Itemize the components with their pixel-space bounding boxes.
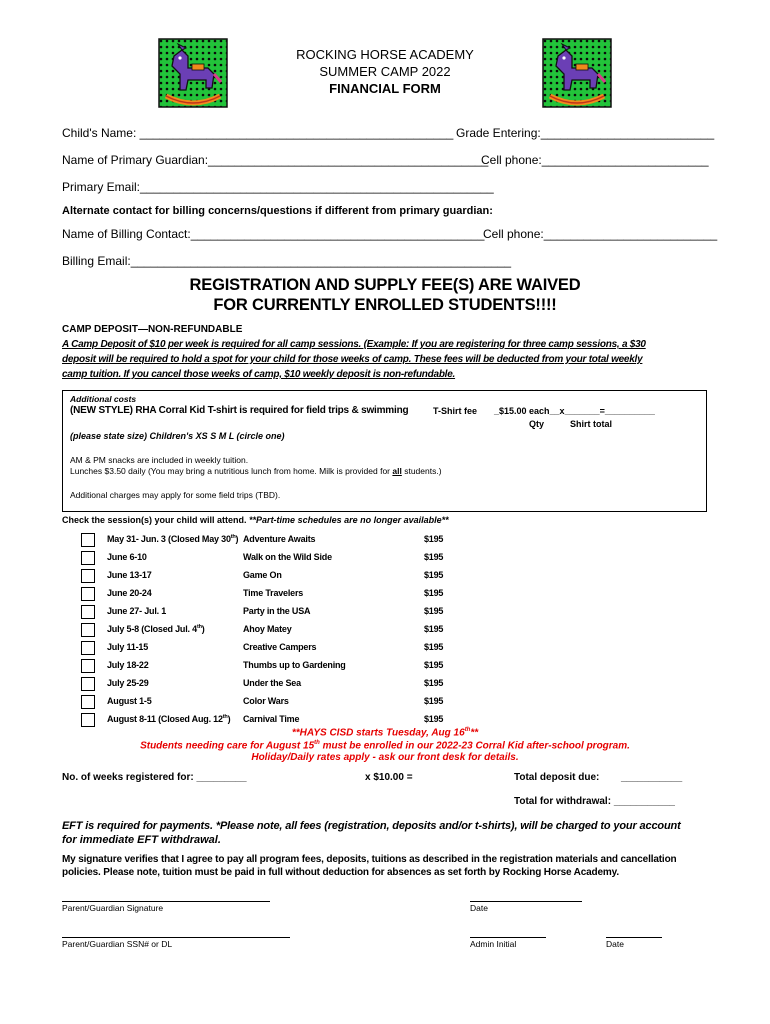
sessions-heading: Check the session(s) your child will attend. **Part-time schedules are no longer available** xyxy=(62,515,449,525)
signature-agreement-line1: My signature verifies that I agree to pay all program fees, deposits, tuitions as described in the registration materials and cancellation xyxy=(62,854,677,865)
deposit-text-line3: camp tuition. If you cancel those weeks of camp, $10 weekly deposit is non-refundable. xyxy=(62,369,456,380)
guardian-ssn-label: Parent/Guardian SSN# or DL xyxy=(62,939,173,949)
academy-name: ROCKING HORSE ACADEMY xyxy=(296,47,474,62)
total-deposit-label: Total deposit due: xyxy=(514,772,600,783)
guardian-cell-field[interactable]: Cell phone:_________________________ xyxy=(481,153,709,167)
camp-year: SUMMER CAMP 2022 xyxy=(319,64,451,79)
session-checkbox[interactable] xyxy=(81,605,95,619)
session-checkbox[interactable] xyxy=(81,641,95,655)
guardian-signature-label: Parent/Guardian Signature xyxy=(62,903,164,913)
session-checkbox[interactable] xyxy=(81,569,95,583)
session-theme: Time Travelers xyxy=(243,588,304,598)
session-checkbox[interactable] xyxy=(81,587,95,601)
admin-initial-line[interactable] xyxy=(470,937,546,938)
session-price: $195 xyxy=(424,624,444,634)
session-date: June 6-10 xyxy=(107,552,147,562)
child-name-field[interactable]: Child's Name: _______________________________________________ xyxy=(62,126,454,140)
weeks-registered-field[interactable]: No. of weeks registered for: _________ xyxy=(62,772,247,783)
tshirt-price-field[interactable]: _$15.00 each__x_______=__________ xyxy=(494,406,655,416)
grade-field[interactable]: Grade Entering:__________________________ xyxy=(456,126,715,140)
session-price: $195 xyxy=(424,642,444,652)
billing-email-field[interactable]: Billing Email:_________________________________________________________ xyxy=(62,254,512,268)
billing-contact-field[interactable]: Name of Billing Contact:____________________________________________ xyxy=(62,227,485,241)
waiver-title-line1: REGISTRATION AND SUPPLY FEE(S) ARE WAIVED xyxy=(189,276,581,294)
session-date: July 5-8 (Closed Jul. 4th) xyxy=(107,624,205,634)
session-date: June 20-24 xyxy=(107,588,152,598)
session-theme: Under the Sea xyxy=(243,678,301,688)
tshirt-requirement: (NEW STYLE) RHA Corral Kid T-shirt is required for field trips & swimming xyxy=(70,405,409,416)
session-price: $195 xyxy=(424,606,444,616)
session-price: $195 xyxy=(424,696,444,706)
session-price: $195 xyxy=(424,678,444,688)
session-date: June 13-17 xyxy=(107,570,152,580)
deposit-text-line1: A Camp Deposit of $10 per week is required for all camp sessions. (Example: If you are registering for three camp sessions, a $30 xyxy=(62,339,646,350)
eft-notice-line1: EFT is required for payments. *Please note, all fees (registration, deposits and/or t-shirts), will be charged to your account xyxy=(62,820,681,832)
session-theme: Ahoy Matey xyxy=(243,624,292,634)
form-title: FINANCIAL FORM xyxy=(329,81,441,96)
session-theme: Walk on the Wild Side xyxy=(243,552,332,562)
session-date: July 18-22 xyxy=(107,660,149,670)
session-checkbox[interactable] xyxy=(81,695,95,709)
session-price: $195 xyxy=(424,660,444,670)
deposit-text-line2: deposit will be required to hold a spot for your child for those weeks of camp. These fees will be deducted from your total weekly xyxy=(62,354,643,365)
date-line-1[interactable] xyxy=(470,901,582,902)
field-trips-note: Additional charges may apply for some field trips (TBD). xyxy=(70,490,281,500)
session-checkbox[interactable] xyxy=(81,677,95,691)
admin-initial-label: Admin Initial xyxy=(470,939,517,949)
date-line-2[interactable] xyxy=(606,937,662,938)
session-theme: Party in the USA xyxy=(243,606,311,616)
weekly-rate: x $10.00 = xyxy=(365,772,413,783)
session-checkbox[interactable] xyxy=(81,623,95,637)
signature-agreement-line2: policies. Please note, tuition must be paid in full without deduction for absences as set forth by Rocking Horse Academy. xyxy=(62,867,619,878)
session-date: June 27- Jul. 1 xyxy=(107,606,167,616)
tshirt-fee-label: T-Shirt fee xyxy=(433,406,478,416)
session-date: August 1-5 xyxy=(107,696,152,706)
session-theme: Game On xyxy=(243,570,282,580)
shirt-size-selection[interactable]: (please state size) Children's XS S M L (circle one) xyxy=(70,431,285,441)
session-price: $195 xyxy=(424,534,444,544)
session-checkbox[interactable] xyxy=(81,659,95,673)
session-theme: Thumbs up to Gardening xyxy=(243,660,346,670)
holiday-rates-notice: Holiday/Daily rates apply - ask our front desk for details. xyxy=(251,752,519,763)
guardian-signature-line[interactable] xyxy=(62,901,270,902)
eft-notice-line2: for immediate EFT withdrawal. xyxy=(62,834,221,846)
deposit-heading: CAMP DEPOSIT—NON-REFUNDABLE xyxy=(62,324,243,335)
date-label-2: Date xyxy=(606,939,624,949)
guardian-name-field[interactable]: Name of Primary Guardian:__________________________________________ xyxy=(62,153,489,167)
session-price: $195 xyxy=(424,588,444,598)
primary-email-field[interactable]: Primary Email:_____________________________________________________ xyxy=(62,180,494,194)
shirt-total-label: Shirt total xyxy=(570,419,612,429)
waiver-title-line2: FOR CURRENTLY ENROLLED STUDENTS!!!! xyxy=(213,296,557,314)
session-price: $195 xyxy=(424,552,444,562)
session-theme: Creative Campers xyxy=(243,642,317,652)
session-theme: Adventure Awaits xyxy=(243,534,316,544)
qty-label: Qty xyxy=(529,419,545,429)
date-label-1: Date xyxy=(470,903,488,913)
additional-costs-heading: Additional costs xyxy=(70,394,137,404)
total-deposit-field[interactable]: ___________ xyxy=(621,772,683,783)
session-checkbox[interactable] xyxy=(81,713,95,727)
billing-cell-field[interactable]: Cell phone:__________________________ xyxy=(483,227,718,241)
alternate-contact-heading: Alternate contact for billing concerns/questions if different from primary guardian: xyxy=(62,205,493,217)
school-start-notice: **HAYS CISD starts Tuesday, Aug 16th** xyxy=(291,727,479,739)
total-withdrawal-field[interactable]: Total for withdrawal: ___________ xyxy=(514,796,675,807)
session-theme: Carnival Time xyxy=(243,714,300,724)
session-date: July 25-29 xyxy=(107,678,149,688)
session-theme: Color Wars xyxy=(243,696,289,706)
guardian-ssn-line[interactable] xyxy=(62,937,290,938)
session-checkbox[interactable] xyxy=(81,551,95,565)
after-school-notice: Students needing care for August 15th must be enrolled in our 2022-23 Corral Kid after-school program. xyxy=(140,740,630,752)
session-price: $195 xyxy=(424,714,444,724)
session-date: August 8-11 (Closed Aug. 12th) xyxy=(107,714,231,724)
lunch-note: Lunches $3.50 daily (You may bring a nutritious lunch from home. Milk is provided for all students.) xyxy=(70,466,442,476)
session-date: July 11-15 xyxy=(107,642,149,652)
session-price: $195 xyxy=(424,570,444,580)
snacks-note: AM & PM snacks are included in weekly tuition. xyxy=(70,455,249,465)
session-checkbox[interactable] xyxy=(81,533,95,547)
session-date: May 31- Jun. 3 (Closed May 30th) xyxy=(107,534,239,544)
